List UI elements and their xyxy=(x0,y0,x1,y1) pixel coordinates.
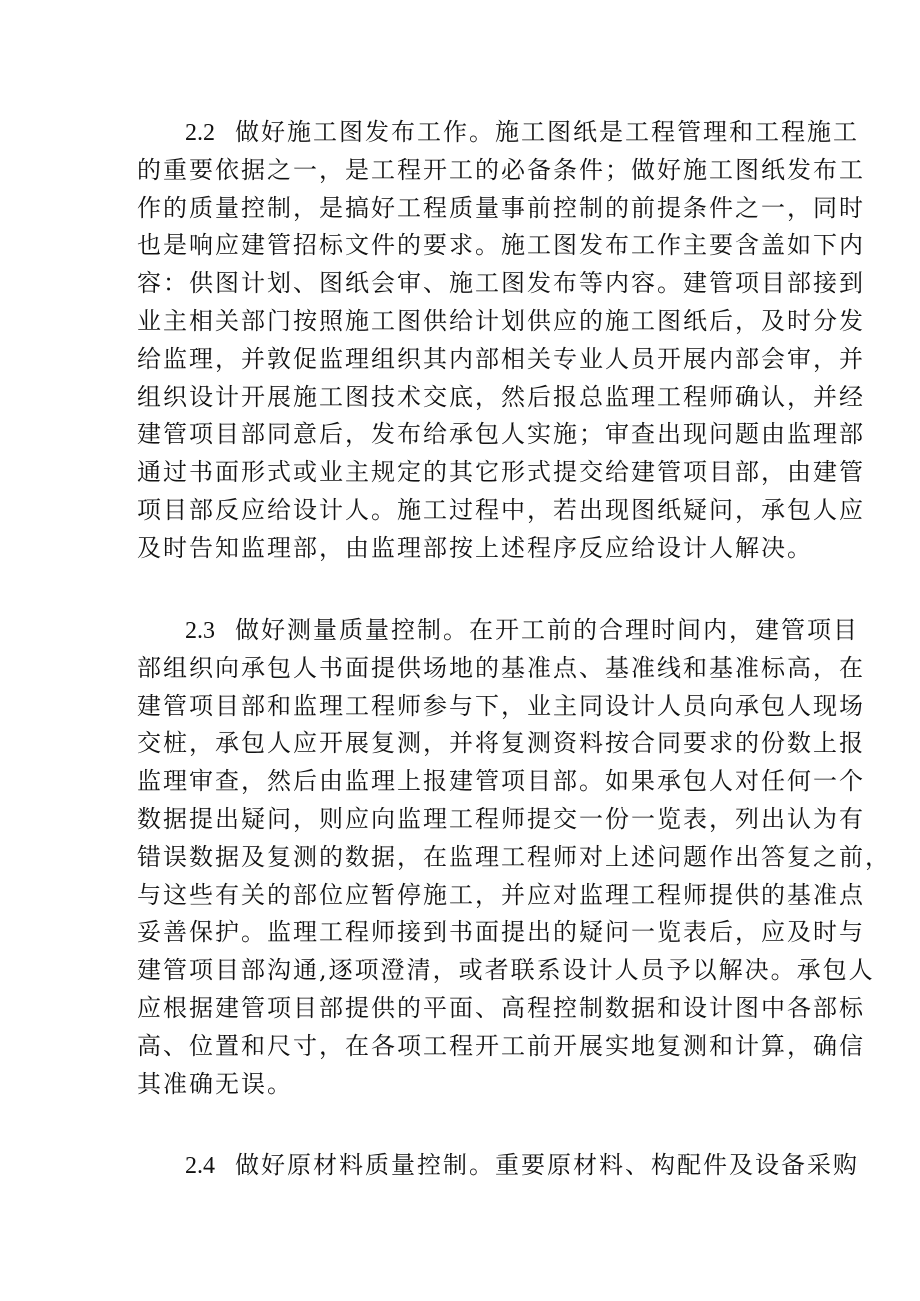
section-number: 2.4 xyxy=(185,1153,215,1179)
paragraph-line: 建管项目部同意后，发布给承包人实施；审查出现问题由监理部 xyxy=(137,420,865,449)
paragraph-line: 2.3 做好测量质量控制。在开工前的合理时间内，建管项目 xyxy=(185,616,859,644)
paragraph-line: 妥善保护。监理工程师接到书面提出的疑问一览表后，应及时与 xyxy=(137,918,865,947)
paragraph-line: 应根据建管项目部提供的平面、高程控制数据和设计图中各部标 xyxy=(137,993,865,1022)
paragraph-line: 部组织向承包人书面提供场地的基准点、基准线和基准标高，在 xyxy=(137,653,865,682)
paragraph-line: 数据提出疑问，则应向监理工程师提交一份一览表，列出认为有 xyxy=(137,804,865,833)
paragraph-2-2 xyxy=(137,114,865,568)
paragraph-line: 容：供图计划、图纸会审、施工图发布等内容。建管项目部接到 xyxy=(137,269,865,298)
paragraph-line: 业主相关部门按照施工图供给计划供应的施工图纸后，及时分发 xyxy=(137,306,865,335)
paragraph-line: 高、位置和尺寸，在各项工程开工前开展实地复测和计算，确信 xyxy=(137,1031,865,1060)
paragraph-line: 项目部反应给设计人。施工过程中，若出现图纸疑问，承包人应 xyxy=(137,495,865,524)
paragraph-line: 2.2 做好施工图发布工作。施工图纸是工程管理和工程施工 xyxy=(185,118,859,146)
paragraph-line: 其准确无误。 xyxy=(137,1069,293,1098)
paragraph-line: 与这些有关的部位应暂停施工，并应对监理工程师提供的基准点 xyxy=(137,880,865,909)
paragraph-line: 作的质量控制，是搞好工程质量事前控制的前提条件之一，同时 xyxy=(137,193,865,222)
section-number: 2.3 xyxy=(185,618,215,644)
paragraph-2-3 xyxy=(137,612,891,1103)
paragraph-line: 也是响应建管招标文件的要求。施工图发布工作主要含盖如下内 xyxy=(137,231,865,260)
paragraph-line: 通过书面形式或业主规定的其它形式提交给建管项目部，由建管 xyxy=(137,458,865,487)
paragraph-line: 及时告知监理部，由监理部按上述程序反应给设计人解决。 xyxy=(137,533,813,562)
paragraph-line: 监理审查，然后由监理上报建管项目部。如果承包人对任何一个 xyxy=(137,767,865,796)
paragraph-line: 组织设计开展施工图技术交底，然后报总监理工程师确认，并经 xyxy=(137,382,865,411)
section-number: 2.2 xyxy=(185,120,215,146)
paragraph-line: 交桩，承包人应开展复测，并将复测资料按合同要求的份数上报 xyxy=(137,729,865,758)
paragraph-line: 错误数据及复测的数据，在监理工程师对上述问题作出答复之前， xyxy=(137,842,891,871)
paragraph-line: 给监理，并敦促监理组织其内部相关专业人员开展内部会审，并 xyxy=(137,344,865,373)
paragraph-line: 建管项目部沟通,逐项澄清，或者联系设计人员予以解决。承包人 xyxy=(137,956,875,985)
paragraph-line: 的重要依据之一，是工程开工的必备条件；做好施工图纸发布工 xyxy=(137,155,865,184)
paragraph-2-4 xyxy=(137,1147,859,1185)
paragraph-line: 2.4 做好原材料质量控制。重要原材料、构配件及设备采购 xyxy=(185,1151,859,1179)
paragraph-line: 建管项目部和监理工程师参与下，业主同设计人员向承包人现场 xyxy=(137,691,865,720)
